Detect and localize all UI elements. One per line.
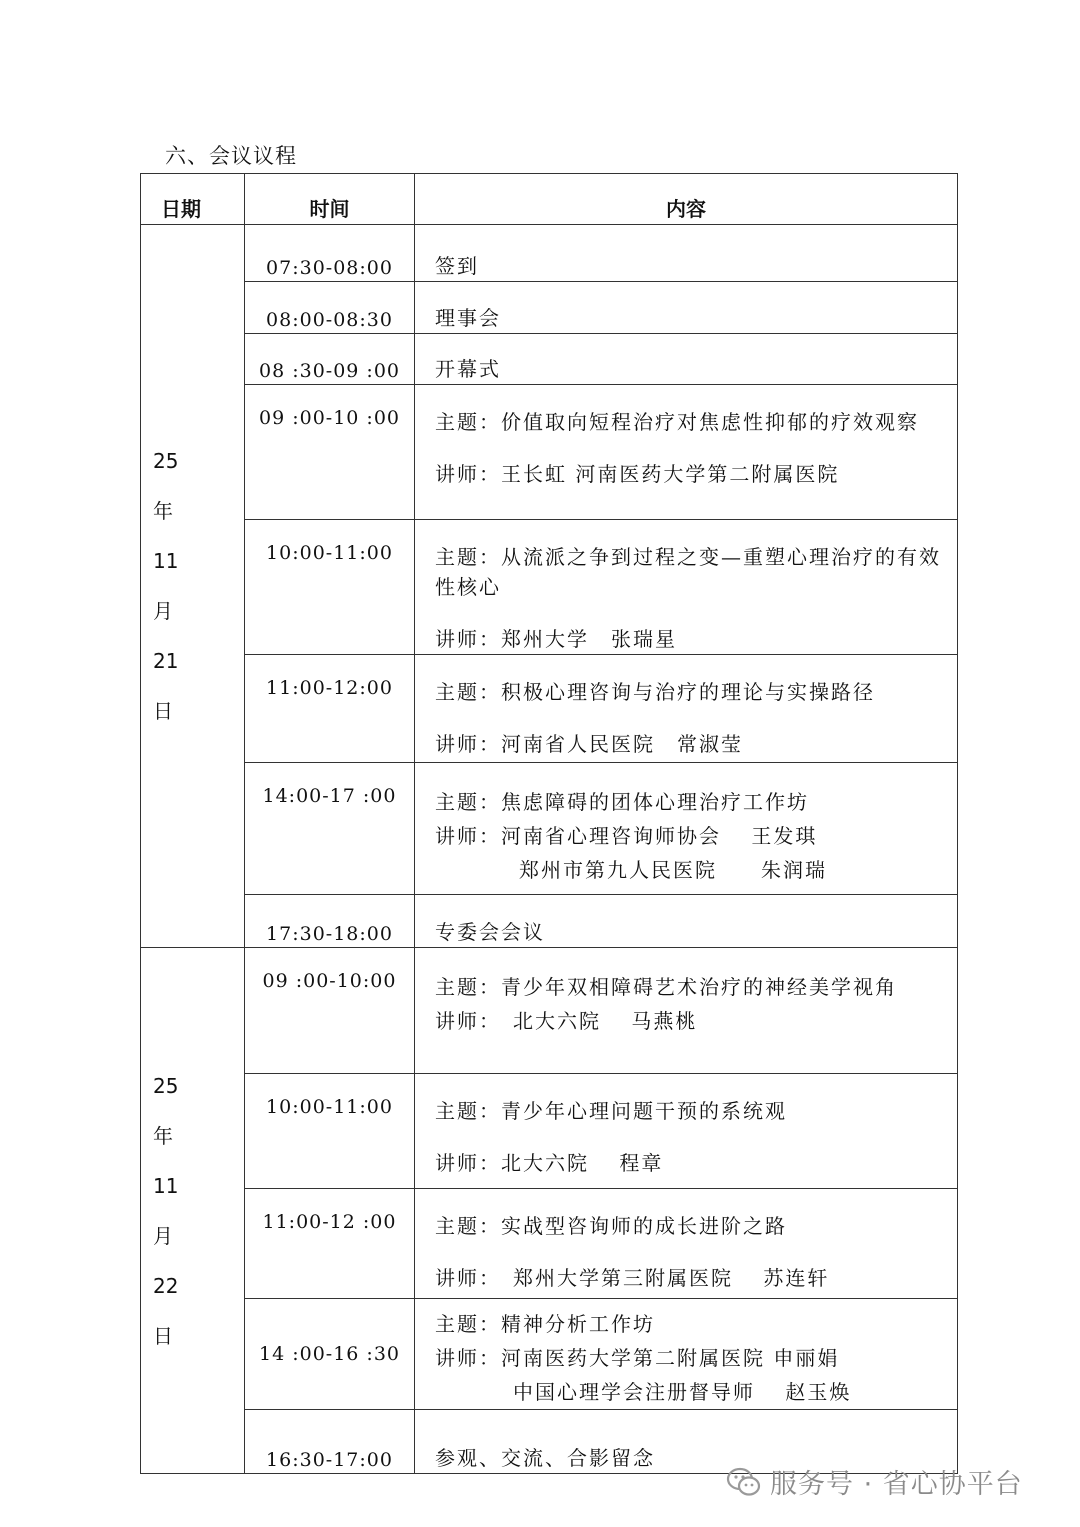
time-cell: 10:00-11:00 [245,520,415,655]
content-cell [415,1299,958,1410]
time-cell: 09 :00-10:00 [245,948,415,1074]
date-line: 11 [153,549,179,573]
speaker-text: 讲师：北大六院 程章 [435,1151,664,1175]
table-row [141,282,958,334]
time-cell: 08:00-08:30 [245,282,415,334]
section-title: 六、会议议程 [165,144,297,168]
watermark-text: 服务号 · 省心协平台 [770,1469,1023,1500]
content-cell [415,1189,958,1299]
header-time: 时间 [245,174,415,225]
topic-text: 主题：实战型咨询师的成长进阶之路 [435,1214,787,1238]
content-cell [415,655,958,763]
date-line: 年 [153,499,173,523]
date-line: 日 [153,1323,173,1348]
topic-text: 主题：积极心理咨询与治疗的理论与实操路径 [435,680,875,704]
date-cell-day1 [141,225,245,948]
date-line: 年 [153,1123,173,1148]
time-cell: 07:30-08:00 [245,225,415,282]
speaker-text-2: 中国心理学会注册督导师 赵玉焕 [513,1380,852,1404]
content-cell: 参观、交流、合影留念 [415,1410,958,1474]
header-date: 日期 [141,174,245,225]
date-line: 月 [153,599,173,623]
date-line: 25 [153,1073,179,1098]
table-row [141,895,958,948]
date-line: 日 [153,699,173,723]
content-cell [415,1074,958,1189]
time-cell: 11:00-12:00 [245,655,415,763]
table-row [141,1074,958,1189]
table-row [141,655,958,763]
speaker-text: 讲师：郑州大学 张瑞星 [435,627,677,651]
speaker-text: 讲师： 北大六院 马燕桃 [435,1009,698,1033]
table-row [141,385,958,520]
topic-text: 主题：焦虑障碍的团体心理治疗工作坊 [435,790,809,814]
time-cell: 11:00-12 :00 [245,1189,415,1299]
time-cell: 08 :30-09 :00 [245,334,415,385]
date-line: 月 [153,1223,173,1248]
watermark [726,1462,1023,1501]
date-line: 21 [153,649,179,673]
table-row [141,948,958,1074]
time-cell: 17:30-18:00 [245,895,415,948]
table-row [141,763,958,895]
speaker-text: 讲师：王长虹 河南医药大学第二附属医院 [435,462,840,486]
speaker-text: 讲师：河南省心理咨询师协会 王发琪 [435,824,818,848]
agenda-table [140,173,958,1474]
speaker-text: 讲师： 郑州大学第三附属医院 苏连轩 [435,1266,830,1290]
topic-text: 主题：青少年双相障碍艺术治疗的神经美学视角 [435,975,897,999]
header-row [141,174,958,225]
time-cell: 10:00-11:00 [245,1074,415,1189]
time-cell: 14 :00-16 :30 [245,1299,415,1410]
content-cell: 理事会 [415,282,958,334]
topic-text: 主题：精神分析工作坊 [435,1312,655,1336]
speaker-text: 讲师：河南省人民医院 常淑莹 [435,732,743,756]
content-cell: 专委会会议 [415,895,958,948]
date-cell-day2 [141,948,245,1474]
content-cell: 开幕式 [415,334,958,385]
header-content: 内容 [415,174,958,225]
table-row [141,225,958,282]
speaker-text: 讲师：河南医药大学第二附属医院 申丽娟 [435,1346,840,1370]
content-cell [415,763,958,895]
time-cell: 14:00-17 :00 [245,763,415,895]
topic-text: 主题：青少年心理问题干预的系统观 [435,1099,787,1123]
content-cell [415,520,958,655]
table-row [141,520,958,655]
date-line: 11 [153,1173,179,1198]
table-row [141,1299,958,1410]
date-line: 25 [153,449,179,473]
time-cell: 16:30-17:00 [245,1410,415,1474]
time-cell: 09 :00-10 :00 [245,385,415,520]
topic-text: 主题：从流派之争到过程之变—重塑心理治疗的有效性核心 [435,545,941,599]
table-row [141,334,958,385]
topic-text: 主题：价值取向短程治疗对焦虑性抑郁的疗效观察 [435,410,919,434]
wechat-icon [726,1466,762,1498]
content-cell [415,948,958,1074]
table-row [141,1189,958,1299]
content-cell: 签到 [415,225,958,282]
speaker-text-2: 郑州市第九人民医院 朱润瑞 [519,858,827,882]
date-line: 22 [153,1273,179,1298]
content-cell [415,385,958,520]
